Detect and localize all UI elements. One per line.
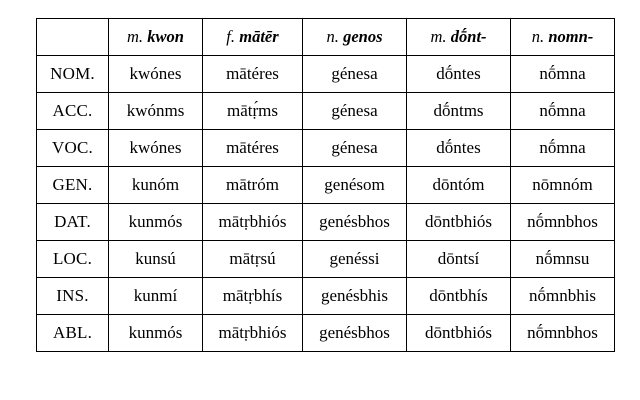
form-ins-kwon: kunmí [109,278,203,315]
table-row [37,93,615,130]
case-label-loc: LOC. [37,241,109,278]
column-header-genos-gender: n. [326,26,339,46]
form-gen-mater: mātróm [203,167,303,204]
column-header-genos-stem: genos [343,26,383,46]
form-loc-nomn: nṓmnsu [511,241,615,278]
table-row [37,278,615,315]
form-acc-dont: dṓntms [407,93,511,130]
form-acc-nomn: nṓmna [511,93,615,130]
form-voc-mater: mātéres [203,130,303,167]
form-voc-kwon: kwónes [109,130,203,167]
form-abl-nomn: nṓmnbhos [511,315,615,352]
form-loc-genos: genéssi [303,241,407,278]
column-header-mater-gender: f. [226,26,236,46]
column-header-kwon-stem: kwon [147,26,184,46]
case-label-voc: VOC. [37,130,109,167]
form-dat-nomn: nṓmnbhos [511,204,615,241]
column-header-nomn [511,19,615,56]
case-label-abl: ABL. [37,315,109,352]
form-dat-dont: dōntbhiós [407,204,511,241]
form-ins-nomn: nṓmnbhis [511,278,615,315]
form-abl-mater: mātṛbhiós [203,315,303,352]
form-acc-mater: mātṛ́ms [203,93,303,130]
form-nom-mater: mātéres [203,56,303,93]
declension-table-container [36,18,604,352]
case-label-ins: INS. [37,278,109,315]
form-voc-nomn: nṓmna [511,130,615,167]
table-row [37,167,615,204]
form-nom-genos: génesa [303,56,407,93]
column-header-kwon [109,19,203,56]
form-gen-kwon: kunóm [109,167,203,204]
case-label-nom: NOM. [37,56,109,93]
column-header-mater-stem: mātēr [239,26,279,46]
table-row [37,315,615,352]
table-row [37,56,615,93]
form-gen-dont: dōntóm [407,167,511,204]
column-header-dont [407,19,511,56]
column-header-genos [303,19,407,56]
column-header-nomn-gender: n. [531,26,545,46]
form-dat-kwon: kunmós [109,204,203,241]
form-nom-nomn: nṓmna [511,56,615,93]
table-header-row [37,19,615,56]
column-header-nomn-stem: nomn- [548,26,594,46]
form-ins-mater: mātṛbhís [203,278,303,315]
form-ins-genos: genésbhis [303,278,407,315]
table-row [37,204,615,241]
form-abl-kwon: kunmós [109,315,203,352]
form-loc-kwon: kunsú [109,241,203,278]
form-ins-dont: dōntbhís [407,278,511,315]
case-label-dat: DAT. [37,204,109,241]
form-loc-mater: mātṛsú [203,241,303,278]
form-nom-dont: dṓntes [407,56,511,93]
column-header-kwon-gender: m. [127,26,144,46]
form-voc-genos: génesa [303,130,407,167]
table-corner-cell [37,19,109,56]
declension-table [36,18,615,352]
form-gen-genos: genésom [303,167,407,204]
column-header-dont-stem: dṓnt- [450,26,487,46]
form-loc-dont: dōntsí [407,241,511,278]
form-abl-genos: genésbhos [303,315,407,352]
form-dat-genos: genésbhos [303,204,407,241]
table-row [37,130,615,167]
table-row [37,241,615,278]
column-header-dont-gender: m. [430,26,447,46]
form-dat-mater: mātṛbhiós [203,204,303,241]
case-label-acc: ACC. [37,93,109,130]
form-acc-kwon: kwónms [109,93,203,130]
column-header-mater [203,19,303,56]
case-label-gen: GEN. [37,167,109,204]
form-abl-dont: dōntbhiós [407,315,511,352]
form-nom-kwon: kwónes [109,56,203,93]
form-voc-dont: dṓntes [407,130,511,167]
form-acc-genos: génesa [303,93,407,130]
form-gen-nomn: nōmnóm [511,167,615,204]
